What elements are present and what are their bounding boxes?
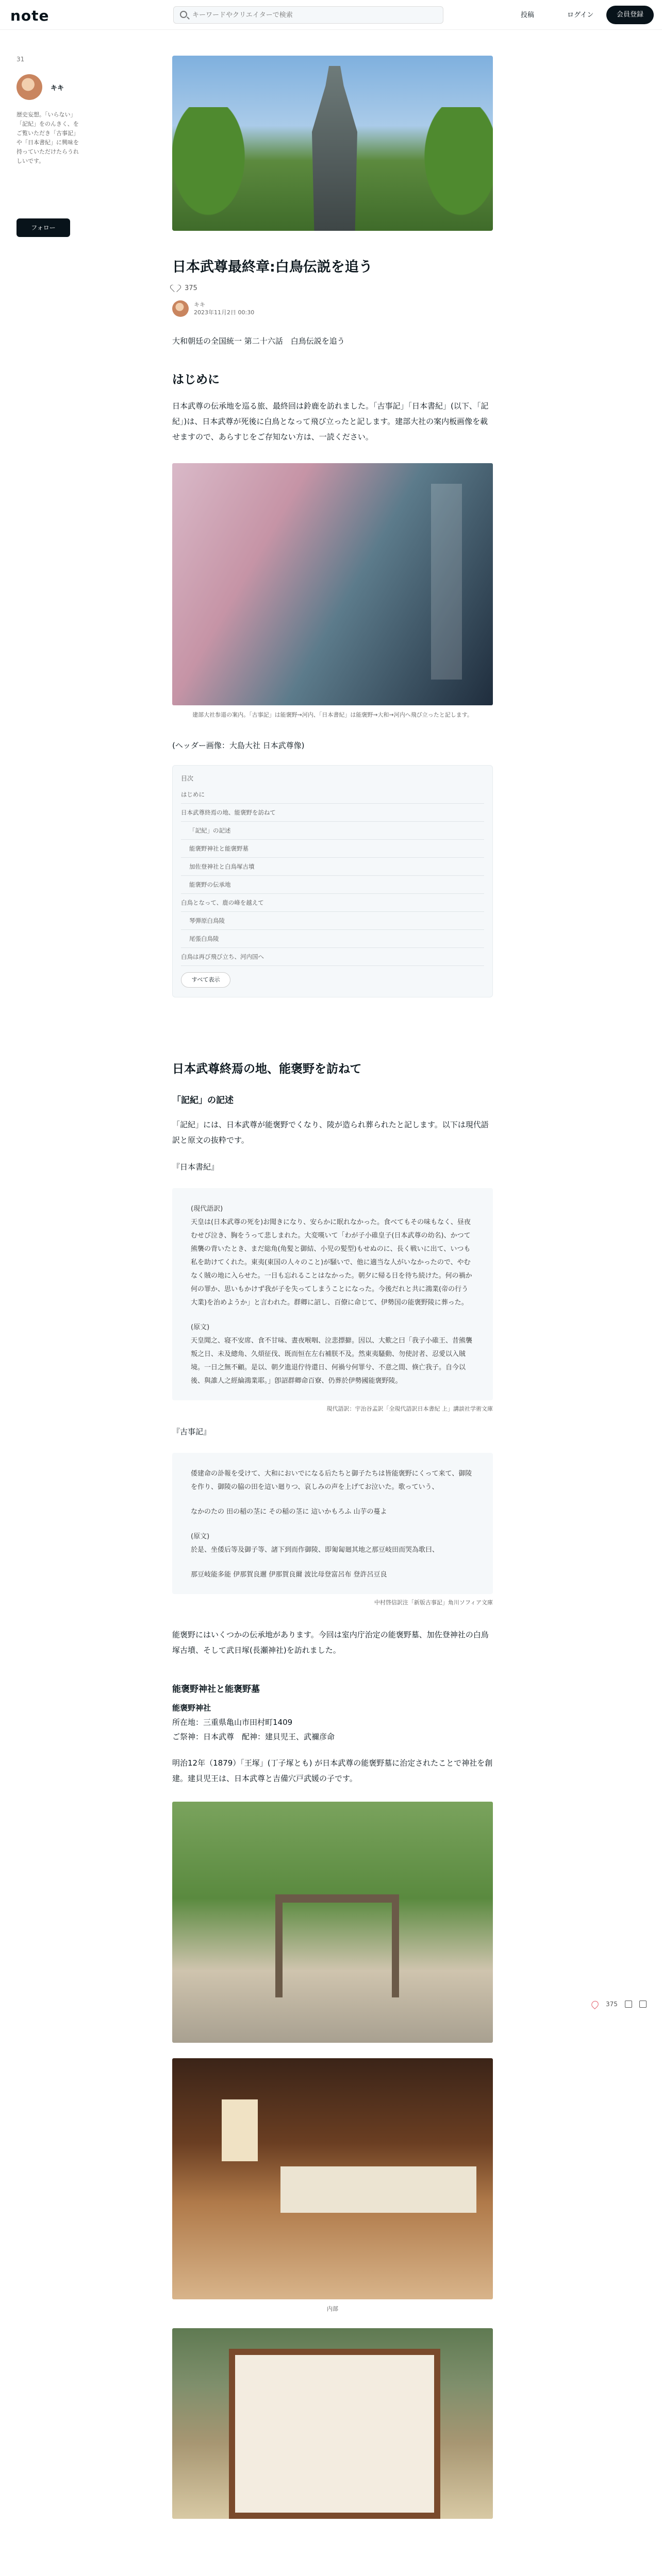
toc-item[interactable]: 能褒野神社と能褒野墓 [181,840,484,858]
quote-text: なかのたの 田の稲の茎に その稲の茎に 這いかもろふ 山芋の蔓よ [191,1508,387,1516]
paragraph: 明治12年（1879）「王塚」(丁子塚とも) が日本武尊の能褒野墓に治定されたことで神社を創建。建貝児王は、日本武尊と吉備穴戸武媛の子です。 [172,1758,493,1783]
quote-subtitle: (現代語訳) [191,1205,223,1213]
quote-text: 倭建命の訃報を受けて、大和においでになる后たちと御子たちは皆能褒野にくって来て、御陵を作り、御陵の脇の田を這い廻りつ、哀しみの声を上げてお泣いた。歌っていう、 [191,1470,472,1491]
shrine-address: 所在地：三重県亀山市田村町1409 [172,1718,293,1727]
nihonshoki-quote [172,1188,493,1400]
floating-actions [591,2001,647,2008]
site-header [0,0,662,30]
photo-caption: 内部 [327,2306,338,2312]
banner-caption: 建部大社参道の案内。「古事記」は能褒野→河内、「日本書紀」は能褒野→大和→河内へ飛び立ったと記します。 [192,711,473,718]
search-input[interactable] [192,7,440,23]
sidebar-count: 31 [16,56,25,63]
series-lead: 大和朝廷の全国統一 第二十六話 白鳥伝説を追う [172,336,345,346]
avatar[interactable] [16,74,42,100]
search-box[interactable] [173,6,443,24]
interior-window [280,2166,476,2213]
shrine-banner-image [172,463,493,705]
quote-subtitle: (原文) [191,1533,210,1540]
login-button[interactable]: ログイン [567,11,594,19]
quote-text: 天皇聞之、寝不安席、食不甘味、晝夜喉咽、泣悲摽擗。因以、大歎之曰「我子小碓王、昔熊襲叛之日、未及總角、久煩征伐、既而恒在左右補朕不及。然東夷騷動、勿使討者、忍愛以入賊境。一日之無不顧。是以、朝夕進退佇待還日、何禍兮何罪兮、不意之間、倏亡我子。自今以後、與誰人之經綸鴻業耶。」卽詔群卿命百寮、仍葬於伊勢國能褒野陵。 [191,1337,473,1385]
intro-text: 日本武尊の伝承地を巡る旅、最終回は鈴鹿を訪れました。「古事記」「日本書紀」(以下、「記紀」)は、日本武尊が死後に白鳥となって飛び立ったと記します。建部大社の案内板画像を載せますので、あらすじをご存知ない方は、一読ください。 [172,401,489,442]
kojiki-quote [172,1453,493,1594]
float-like-count: 375 [606,2001,618,2008]
toc-item[interactable]: 尾張白鳥陵 [181,930,484,948]
banner-text-panel [431,484,462,680]
search-icon [180,11,187,18]
hero-tree-right [415,107,493,231]
comment-icon[interactable] [625,2001,632,2008]
hero-image [172,56,493,231]
header-image-note: (ヘッダー画像：大島大社 日本武尊像) [172,741,305,750]
shrine-name: 能褒野神社 [172,1703,211,1713]
shrine-interior-photo [172,2058,493,2299]
kiki-text: 「記紀」には、日本武尊が能褒野でくなり、陵が造られ葬られたと記します。以下は現代語訳と原文の抜粋です。 [172,1120,489,1145]
share-icon[interactable] [639,2001,647,2008]
quote-subtitle: (原文) [191,1324,210,1331]
toc-item[interactable]: 能褒野の伝承地 [181,876,484,894]
signup-button[interactable]: 会員登録 [606,6,654,24]
kojiki-label: 『古事記』 [172,1427,211,1436]
heart-icon[interactable] [172,285,180,292]
toc-item[interactable]: 琴弾原白鳥陵 [181,912,484,930]
quote-text: 天皇は(日本武尊の死を)お聞きになり、安らかに眠れなかった。食べてもその味もなく、昼夜むせび泣き、胸をうって悲しまれた。大変嘆いて「わが子小碓皇子(日本武尊の幼名)、かつて熊襲の背いたとき、まだ総角(角髪と御結、小児の髪型)もせぬのに、長く戦いに出て、いつも私を助けてくれた。東夷(東国の人々のこと)が騒いで、他に適当な人がいなかったので、やむなく賊の地に入らせた。一日も忘れることはなかった。朝夕に帰る日を待ち続けた。何の禍か何の罪か、思いもかけず我が子を失ってしまうことになった。今後だれと共に鴻業(帝の行う大業)を治めようか」と言われた。群卿に詔し、百僚に命じて、伊勢国の能褒野陵に葬った。 [191,1218,472,1307]
section-heading: 日本武尊終焉の地、能褒野を訪ねて [172,1062,362,1076]
sign-board-photo [172,2328,493,2519]
quote-citation: 現代語訳：宇治谷孟訳「全現代語訳日本書紀 上」講談社学術文庫 [326,1405,493,1412]
table-of-contents [172,765,493,997]
interior-panel [222,2099,258,2161]
intro-heading: はじめに [172,373,220,386]
toc-item[interactable]: 加佐登神社と白鳥塚古墳 [181,858,484,876]
page-title: 日本武尊最終章:白鳥伝説を追う [172,259,373,275]
post-button[interactable]: 投稿 [521,11,535,19]
post-date: 2023年11月2日 00:30 [194,309,255,316]
author-sidebar [16,56,80,231]
shrine-deity: ご祭神：日本武尊 配神：建貝児王、武禰彦命 [172,1732,335,1741]
nihonshoki-label: 『日本書紀』 [172,1162,219,1172]
kiki-heading: 「記紀」の記述 [172,1095,234,1106]
author-name[interactable]: キキ [51,84,64,92]
toc-item[interactable]: 日本武尊終焉の地、能褒野を訪ねて [181,804,484,822]
shrine-heading: 能褒野神社と能褒野墓 [172,1684,260,1694]
article [172,56,493,2519]
heart-icon[interactable] [590,1999,600,2009]
toc-item[interactable]: はじめに [181,786,484,804]
quote-citation: 中村啓信訳注「新版古事記」角川ソフィア文庫 [374,1599,493,1606]
hero-tree-left [172,107,255,231]
toc-title: 目次 [181,775,194,782]
note-logo[interactable]: note [10,7,49,24]
author-avatar[interactable] [172,300,189,317]
hero-statue [306,66,363,231]
author-row[interactable] [172,300,493,317]
shrine-photo [172,1802,493,2043]
toc-item[interactable]: 「記紀」の記述 [181,822,484,840]
paragraph: 能褒野にはいくつかの伝承地があります。今回は室内庁治定の能褒野墓、加佐登神社の白鳥塚古墳、そして武日塚(長瀬神社)を訪れました。 [172,1630,489,1655]
like-counter[interactable] [172,284,493,292]
sign-board [229,2349,440,2519]
author-meta [194,301,254,316]
author-bio: 歴史妄想。「いらない」「記紀」をのんきく、をご覧いただき「古事記」や「日本書紀」に興味を持っていただけたらうれしいです。 [16,111,79,164]
toc-item[interactable]: 白鳥は再び飛び立ち、河内国へ [181,948,484,966]
follow-button[interactable]: フォロー [16,218,70,237]
toc-show-all-button[interactable]: すべて表示 [181,972,230,988]
author-row-name[interactable]: キキ [194,301,205,308]
torii-shape [275,1894,399,1997]
like-count: 375 [185,284,197,292]
quote-text: 於是、坐倭后等及御子等、諸下到而作御陵、即匍匐廻其地之那豆岐田而哭為歌曰、 [191,1546,439,1554]
quote-text: 那豆岐能多能 伊那賀良邇 伊那賀良爾 波比母登富呂布 登許呂豆良 [191,1571,387,1579]
toc-item[interactable]: 白鳥となって、鹿の峰を越えて [181,894,484,912]
